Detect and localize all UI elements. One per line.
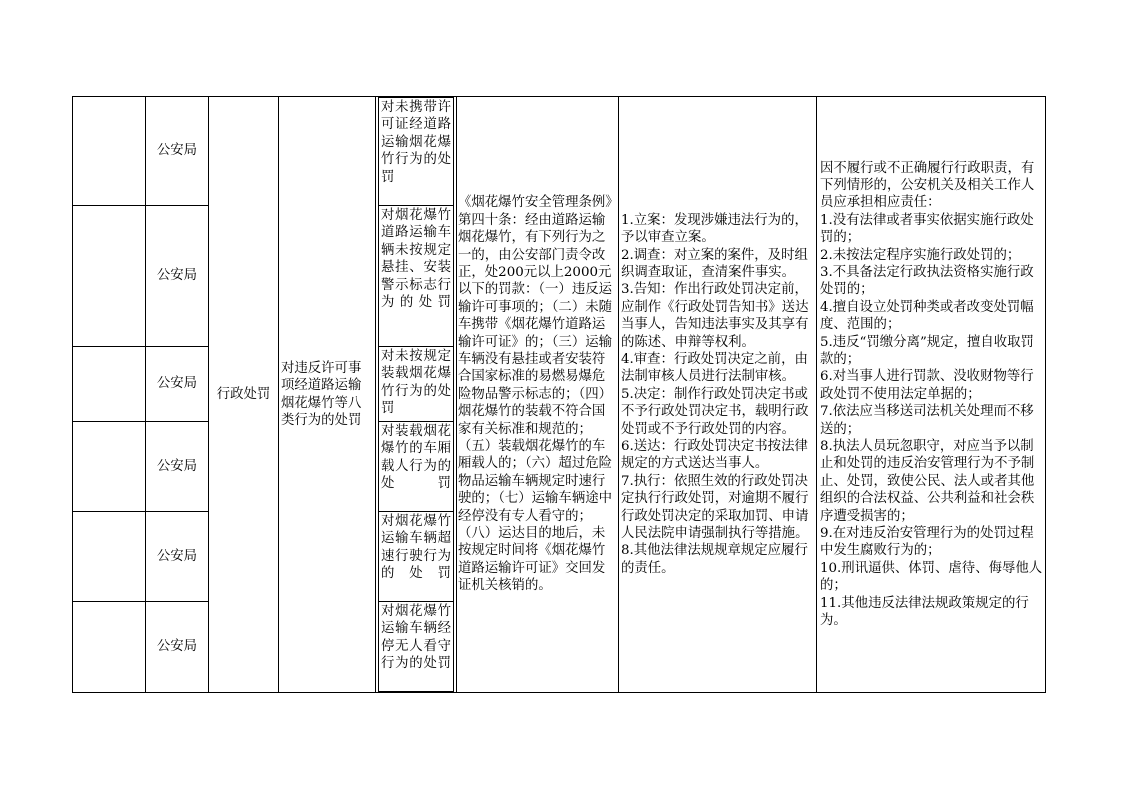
col-divider-4 xyxy=(375,96,376,693)
table-border-left xyxy=(72,96,73,693)
table-border-bottom xyxy=(72,692,1046,693)
accountability-text: 因不履行或不正确履行行政职责，有下列情形的，公安机关及相关工作人员应承担相应责任： 1.没有法律或者事实依据实施行政处罚的； 2.未按法定程序实施行政处罚的； 3.不具备法定行政执法资格实施行政处罚的； 4.擅自设立处罚种类或者改变处罚幅度、范围的； 5.违反“罚缴分离”规定，擅自收取罚款的； 6.对当事人进行罚款、没收财物等行政处罚不使用法定单据的； 7.依法应当移送司法机关处理而不移送的； 8.执法人员玩忽职守，对应当予以制止和处罚的违反治安管理行为不予制止、处罚，致使公民、法人或者其他组织的合法权益、公共利益和社会秩序遭受损害的； 9.在对违反治安管理行为的处罚过程中发生腐败行为的； 10.刑讯逼供、体罚、虐待、侮辱他人的； 11.其他违反法律法规政策规定的行为。 xyxy=(820,160,1043,629)
legal-basis-cell xyxy=(457,97,618,692)
process-text: 1.立案：发现涉嫌违法行为的，予以审查立案。 2.调查：对立案的案件，及时组织调查取证，查清案件事实。 3.告知：作出行政处罚决定前，应制作《行政处罚告知书》送达当事人，告知违法事实及其享有的陈述、申辩等权利。 4.审查：行政处罚决定之前，由法制审核人员进行法制审核。 5.决定：制作行政处罚决定书或不予行政处罚决定书，载明行政处罚或不予行政处罚的内容。 6.送达：行政处罚决定书按法律规定的方式送达当事人。 7.执行：依照生效的行政处罚决定执行行政处罚，对逾期不履行行政处罚决定的采取加罚、申请人民法院申请强制执行等措施。 8.其他法律法规规章规定应履行的责任。 xyxy=(621,212,809,576)
sub-item-cell: 对烟花爆竹运输车辆超速行驶行为的处罚 xyxy=(378,511,454,602)
main-item-cell xyxy=(279,97,375,692)
category-cell: 行政处罚 xyxy=(216,386,271,402)
sub-item-cell: 对未按规定装载烟花爆竹行为的处罚 xyxy=(378,346,454,422)
legal-basis-text: 《烟花爆竹安全管理条例》第四十条：经由道路运输烟花爆竹，有下列行为之一的，由公安部门责令改正，处200元以上2000元以下的罚款：（一）违反运输许可事项的；（二）未随车携带《烟花爆竹道路运输许可证》的；（三）运输车辆没有悬挂或者安装符合国家标准的易燃易爆危险物品警示标志的；（四）烟花爆竹的装载不符合国家有关标准和规范的；（五）装载烟花爆竹的车厢载人的；（六）超过危险物品运输车辆规定时速行驶的；（七）运输车辆途中经停没有专人看守的；（八）运达目的地后，未按规定时间将《烟花爆竹道路运输许可证》交回发证机关核销的。 xyxy=(458,195,612,594)
sub-item-cell: 对烟花爆竹运输车辆经停无人看守行为的处罚 xyxy=(378,601,454,692)
main-item-text: 对违反许可事项经道路运输烟花爆竹等八类行为的处罚 xyxy=(281,360,362,428)
dept-cell: 公安局 xyxy=(156,639,198,655)
dept-cell: 公安局 xyxy=(156,268,198,284)
sub-item-cell: 对烟花爆竹道路运输车辆未按规定悬挂、安装警示标志行为的处罚 xyxy=(378,205,454,347)
sub-item-cell: 对装载烟花爆竹的车厢载人行为的处罚 xyxy=(378,421,454,512)
dept-cell: 公安局 xyxy=(156,458,198,474)
dept-cell: 公安局 xyxy=(156,143,198,159)
process-cell xyxy=(619,97,816,692)
dept-cell: 公安局 xyxy=(156,376,198,392)
dept-cell: 公安局 xyxy=(156,548,198,564)
table-border-right xyxy=(1045,96,1046,693)
accountability-cell xyxy=(817,97,1045,692)
sub-item-cell: 对未携带许可证经道路运输烟花爆竹行为的处罚 xyxy=(378,97,454,206)
